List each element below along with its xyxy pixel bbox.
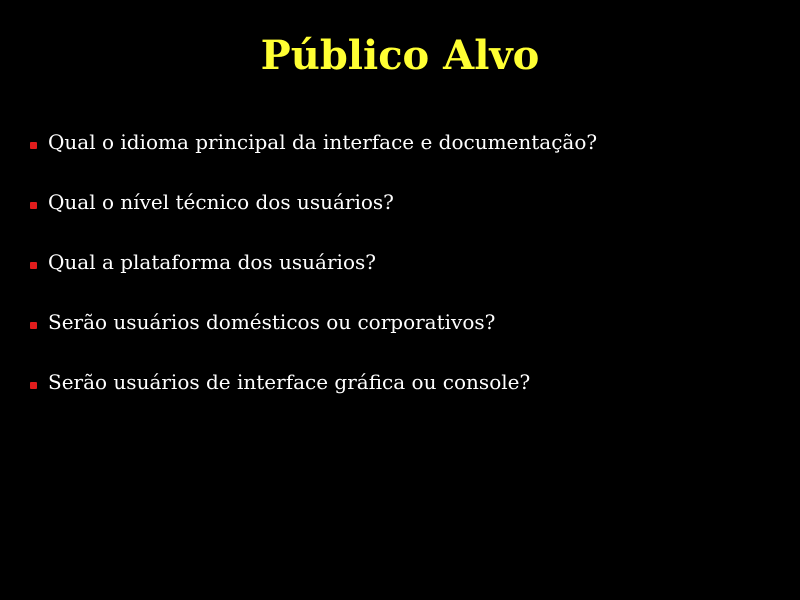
bullet-text: Qual a plataforma dos usuários? (48, 250, 376, 274)
bullet-text: Serão usuários de interface gráfica ou console? (48, 370, 531, 394)
bullet-text: Qual o nível técnico dos usuários? (48, 190, 394, 214)
square-bullet-icon (30, 142, 37, 149)
bullet-item (30, 292, 770, 352)
square-bullet-icon (30, 202, 37, 209)
square-bullet-icon (30, 262, 37, 269)
bullet-item (30, 112, 770, 172)
bullet-item (30, 352, 770, 412)
bullet-item (30, 232, 770, 292)
bullet-list (30, 112, 770, 412)
square-bullet-icon (30, 382, 37, 389)
square-bullet-icon (30, 322, 37, 329)
bullet-item (30, 172, 770, 232)
bullet-text: Qual o idioma principal da interface e documentação? (48, 130, 598, 154)
slide-title: Público Alvo (260, 32, 540, 79)
bullet-text: Serão usuários domésticos ou corporativos? (48, 310, 496, 334)
